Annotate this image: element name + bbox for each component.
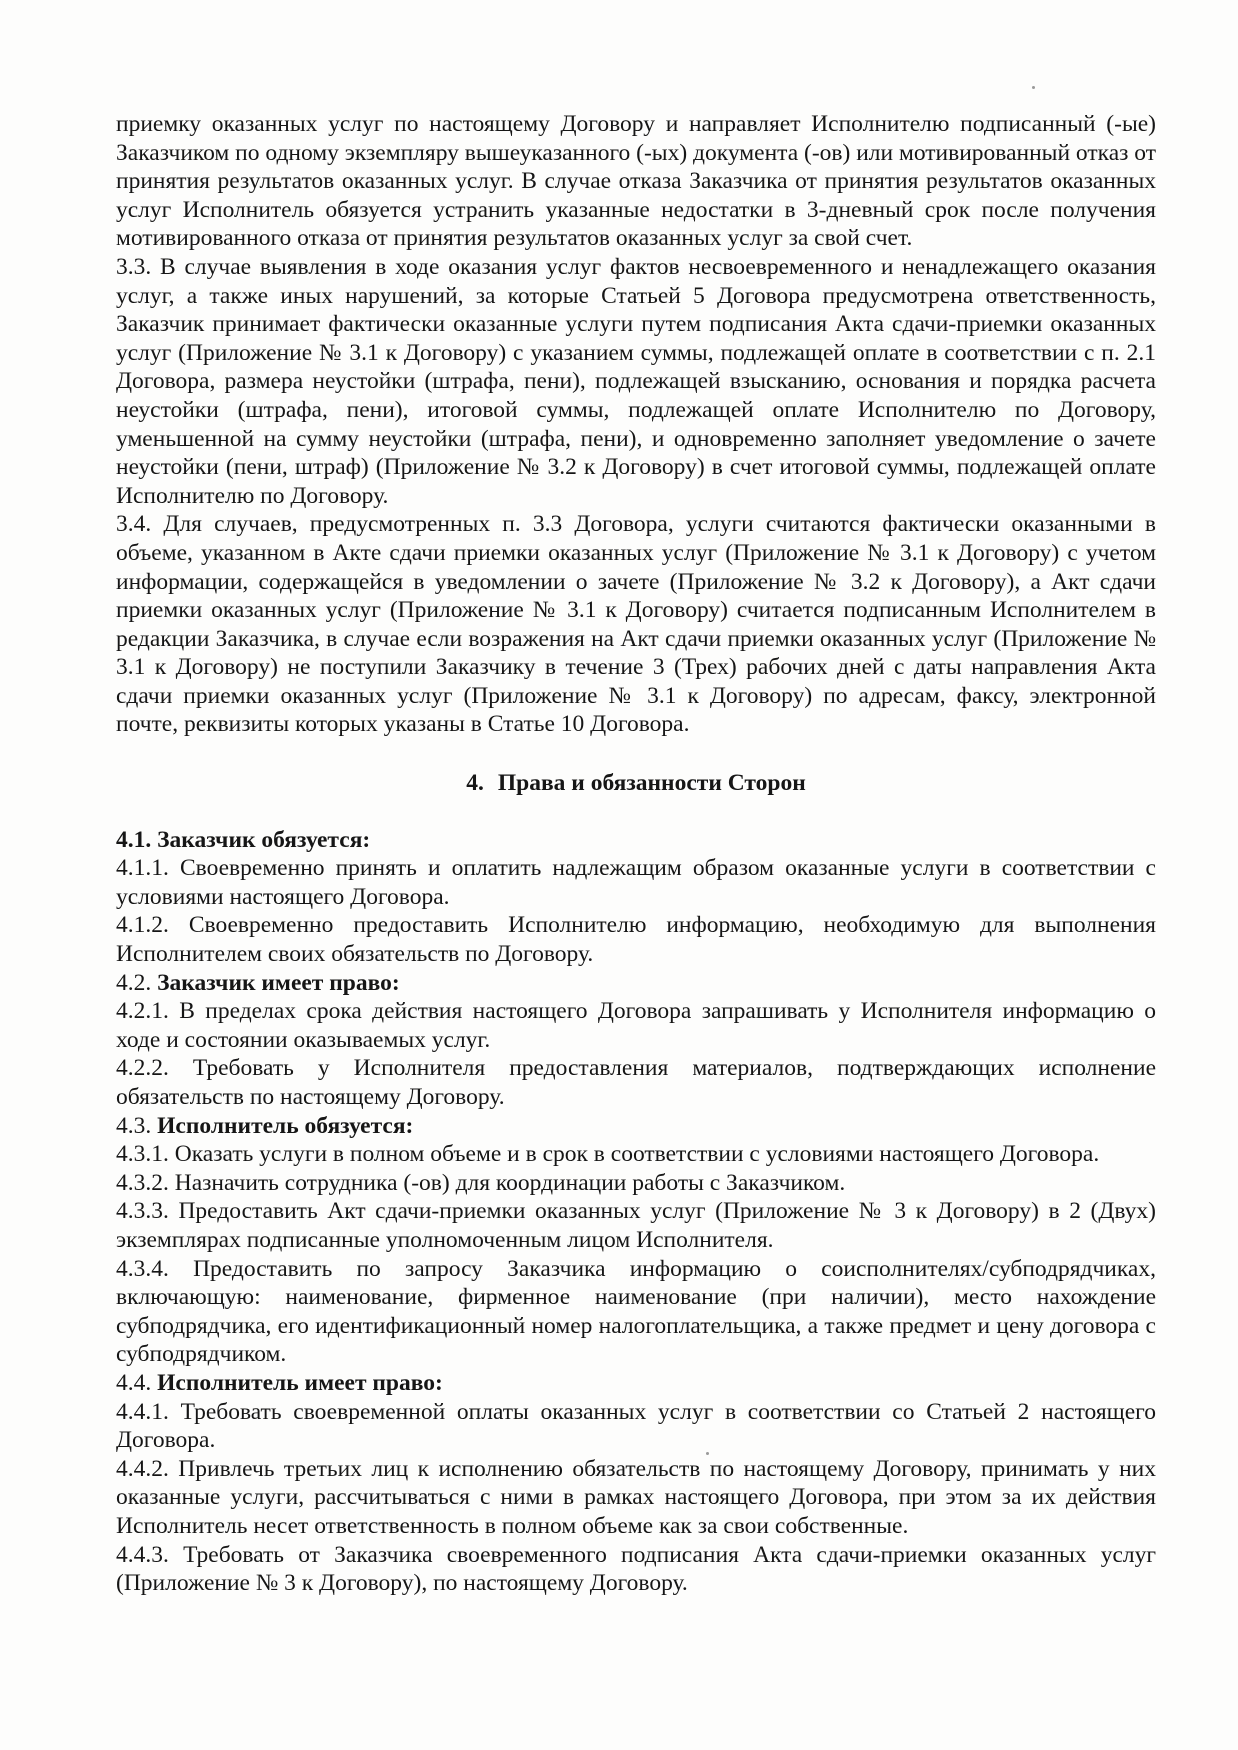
section-4-heading	[116, 769, 1156, 798]
subsection-4-3-title: Исполнитель обязуется:	[157, 1112, 414, 1139]
subsection-4-4-heading	[116, 1369, 1156, 1398]
subsection-4-3-heading	[116, 1112, 1156, 1141]
subsection-4-2-heading	[116, 969, 1156, 998]
clause-3-3: 3.3. В случае выявления в ходе оказания услуг фактов несвоевременного и ненадлежащего оказания услуг, а также иных нарушений, за которые Статьей 5 Договора предусмотрена ответственность, Заказчик принимает фактически оказанные услуги путем подписания Акта сдачи-приемки оказанных услуг (Приложение № 3.1 к Договору) с указанием суммы, подлежащей оплате в соответствии с п. 2.1 Договора, размера неустойки (штрафа, пени), подлежащей взысканию, основания и порядка расчета неустойки (штрафа, пени), итоговой суммы, подлежащей оплате Исполнителю по Договору, уменьшенной на сумму неустойки (штрафа, пени), и одновременно заполняет уведомление о зачете неустойки (пени, штраф) (Приложение № 3.2 к Договору) в счет итоговой суммы, подлежащей оплате Исполнителю по Договору.	[116, 253, 1156, 509]
clause-4-3-4: 4.3.4. Предоставить по запросу Заказчика информацию о соисполнителях/субподрядчиках, включающую: наименование, фирменное наименование (при наличии), место нахождение субподрядчика, его идентификационный номер налогоплательщика, а также предмет и цену договора с субподрядчиком.	[116, 1255, 1156, 1368]
subsection-4-4-number: 4.4.	[116, 1369, 152, 1396]
clause-4-3-2: 4.3.2. Назначить сотрудника (-ов) для координации работы с Заказчиком.	[116, 1169, 846, 1196]
subsection-4-3-number: 4.3.	[116, 1112, 152, 1139]
clause-4-3-3: 4.3.3. Предоставить Акт сдачи-приемки оказанных услуг (Приложение № 3 к Договору) в 2 (Двух) экземплярах подписанные уполномоченным лицом Исполнителя.	[116, 1198, 1156, 1253]
subsection-4-4-title: Исполнитель имеет право:	[157, 1369, 443, 1396]
clause-4-1-2: 4.1.2. Своевременно предоставить Исполнителю информацию, необходимую для выполнения Исполнителем своих обязательств по Договору.	[116, 912, 1156, 968]
section-4-number: 4.	[466, 770, 484, 797]
subsection-4-2-title: Заказчик имеет право:	[157, 969, 400, 996]
document-page	[116, 110, 1156, 1598]
subsection-4-1-heading: 4.1. Заказчик обязуется:	[116, 826, 371, 853]
section-4-title: Права и обязанности Сторон	[497, 770, 806, 797]
clause-4-3-1: 4.3.1. Оказать услуги в полном объеме и в срок в соответствии с условиями настоящего Договора.	[116, 1141, 1100, 1168]
clause-4-4-1: 4.4.1. Требовать своевременной оплаты оказанных услуг в соответствии со Статьей 2 настоящего Договора.	[116, 1398, 1156, 1454]
clause-3-4: 3.4. Для случаев, предусмотренных п. 3.3 Договора, услуги считаются фактически оказанными в объеме, указанном в Акте сдачи приемки оказанных услуг (Приложение № 3.1 к Договору) с учетом информации, содержащейся в уведомлении о зачете (Приложение № 3.2 к Договору), а Акт сдачи приемки оказанных услуг (Приложение № 3.1 к Договору) считается подписанным Исполнителем в редакции Заказчика, в случае если возражения на Акт сдачи приемки оказанных услуг (Приложение № 3.1 к Договору) не поступили Заказчику в течение 3 (Трех) рабочих дней с даты направления Акта сдачи приемки оказанных услуг (Приложение № 3.1 к Договору) по адресам, факсу, электронной почте, реквизиты которых указаны в Статье 10 Договора.	[116, 511, 1156, 738]
subsection-4-2-number: 4.2.	[116, 969, 152, 996]
clause-4-4-3: 4.4.3. Требовать от Заказчика своевременного подписания Акта сдачи-приемки оказанных услуг (Приложение № 3 к Договору), по настоящему Договору.	[116, 1541, 1156, 1597]
clause-4-2-1: 4.2.1. В пределах срока действия настоящего Договора запрашивать у Исполнителя информацию о ходе и состоянии оказываемых услуг.	[116, 998, 1156, 1053]
clause-4-1-1: 4.1.1. Своевременно принять и оплатить надлежащим образом оказанные услуги в соответствии с условиями настоящего Договора.	[116, 855, 1156, 910]
scan-speck	[1032, 86, 1035, 89]
intro-paragraph: приемку оказанных услуг по настоящему Договору и направляет Исполнителю подписанный (-ые) Заказчиком по одному экземпляру вышеуказанного (-ых) документа (-ов) или мотивированный отказ от принятия результатов оказанных услуг. В случае отказа Заказчика от принятия результатов оказанных услуг Исполнитель обязуется устранить указанные недостатки в 3-дневный срок после получения мотивированного отказа от принятия результатов оказанных услуг за свой счет.	[116, 111, 1156, 252]
clause-4-2-2: 4.2.2. Требовать у Исполнителя предоставления материалов, подтверждающих исполнение обязательств по настоящему Договору.	[116, 1055, 1156, 1110]
clause-4-4-2: 4.4.2. Привлечь третьих лиц к исполнению обязательств по настоящему Договору, принимать у них оказанные услуги, рассчитываться с ними в рамках настоящего Договора, при этом за их действия Исполнитель несет ответственность в полном объеме как за свои собственные.	[116, 1455, 1156, 1539]
